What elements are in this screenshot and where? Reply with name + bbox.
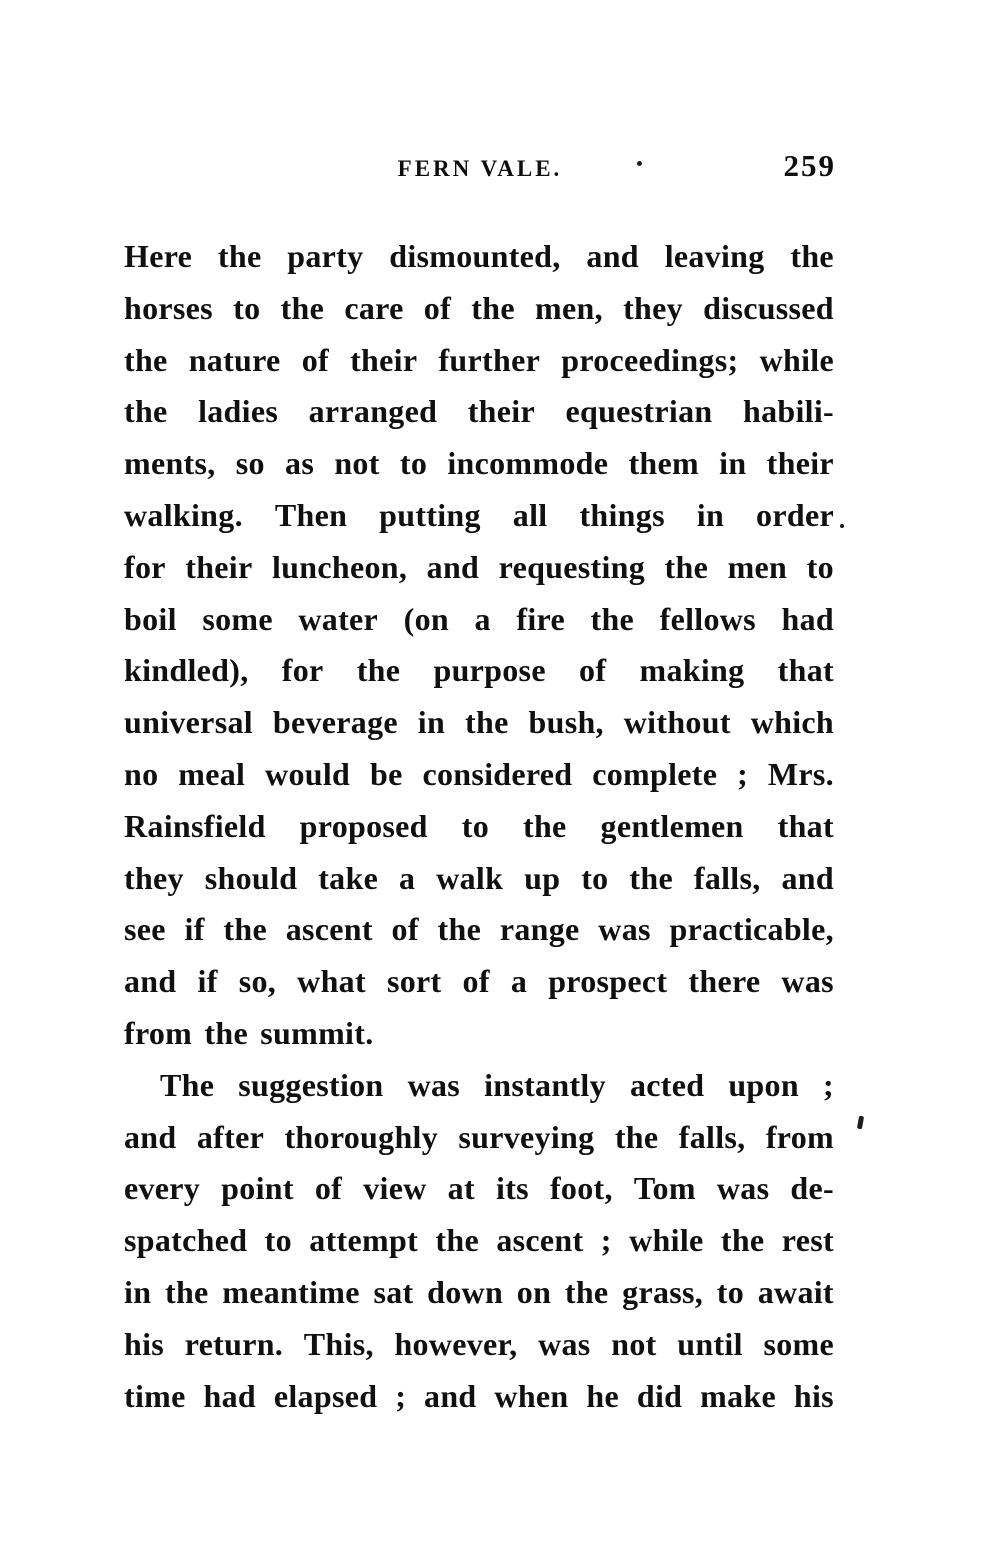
text-line: spatched to attempt the ascent ; while the rest	[124, 1222, 834, 1259]
text-line: ments, so as not to incommode them in their	[124, 445, 834, 482]
text-line: The suggestion was instantly acted upon ;	[160, 1066, 834, 1103]
text-line: universal beverage in the bush, without which	[124, 704, 834, 741]
scan-artifact-mark	[857, 1116, 864, 1130]
scan-artifact-dot	[637, 161, 642, 166]
text-line: they should take a walk up to the falls, and	[124, 859, 834, 896]
scan-artifact-dot	[840, 524, 844, 528]
text-line: Rainsfield proposed to the gentlemen that	[124, 807, 834, 844]
running-header	[124, 148, 836, 188]
text-line: see if the ascent of the range was practicable,	[124, 911, 834, 948]
text-line: and if so, what sort of a prospect there was	[124, 963, 834, 1000]
text-line: the nature of their further proceedings; while	[124, 341, 834, 378]
text-line: the ladies arranged their equestrian habili-	[124, 393, 834, 430]
text-line: walking. Then putting all things in order	[124, 496, 834, 533]
text-line: kindled), for the purpose of making that	[124, 652, 834, 689]
text-line: time had elapsed ; and when he did make his	[124, 1377, 834, 1414]
text-line: his return. This, however, was not until some	[124, 1325, 834, 1362]
text-line: and after thoroughly surveying the falls, from	[124, 1118, 834, 1155]
text-line: from the summit.	[124, 1014, 374, 1051]
text-line: for their luncheon, and requesting the men to	[124, 548, 834, 585]
text-line: boil some water (on a fire the fellows had	[124, 600, 834, 637]
text-line: horses to the care of the men, they discussed	[124, 289, 834, 326]
text-line: every point of view at its foot, Tom was de-	[124, 1170, 834, 1207]
text-line: Here the party dismounted, and leaving the	[124, 238, 834, 274]
text-block	[124, 231, 834, 1422]
text-line: in the meantime sat down on the grass, to await	[124, 1273, 834, 1310]
running-header-title: FERN VALE.	[397, 156, 563, 181]
page-number: 259	[783, 148, 836, 183]
text-line: no meal would be considered complete ; Mrs.	[124, 755, 834, 792]
